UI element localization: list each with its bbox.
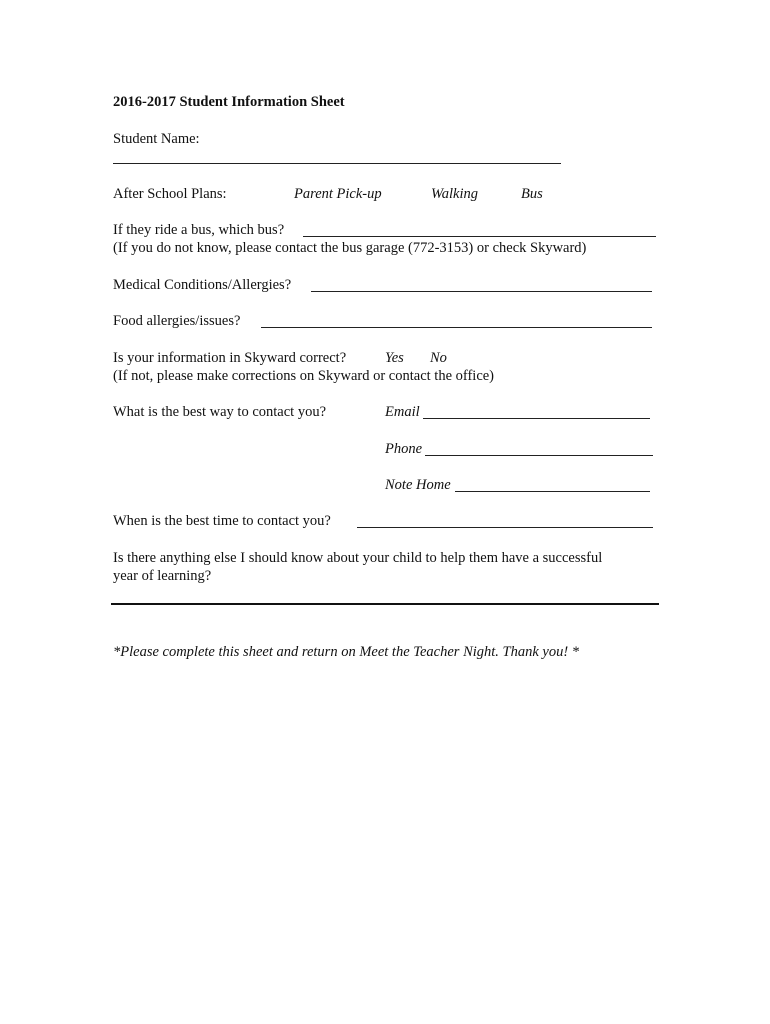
anything-else-field[interactable] (111, 603, 659, 605)
food-field[interactable] (261, 327, 652, 328)
contact-phone-label: Phone (385, 441, 423, 457)
contact-note-home-label: Note Home (385, 477, 451, 493)
student-name-label: Student Name: (113, 131, 200, 147)
bus-question-label: If they ride a bus, which bus? (113, 222, 285, 238)
medical-field[interactable] (311, 291, 652, 292)
contact-note-home-field[interactable] (455, 491, 650, 492)
option-bus[interactable]: Bus (521, 186, 543, 202)
anything-else-line2: year of learning? (113, 568, 212, 584)
after-school-label: After School Plans: (113, 186, 227, 202)
skyward-yes-option[interactable]: Yes (385, 350, 404, 366)
contact-time-field[interactable] (357, 527, 653, 528)
anything-else-line1: Is there anything else I should know about your child to help them have a successful (113, 550, 603, 566)
student-name-field[interactable] (113, 163, 561, 164)
contact-time-label: When is the best time to contact you? (113, 513, 331, 529)
food-label: Food allergies/issues? (113, 313, 241, 329)
skyward-no-option[interactable]: No (430, 350, 447, 366)
contact-email-field[interactable] (423, 418, 650, 419)
bus-field[interactable] (303, 236, 656, 237)
skyward-question: Is your information in Skyward correct? (113, 350, 347, 366)
contact-phone-field[interactable] (425, 455, 653, 456)
medical-label: Medical Conditions/Allergies? (113, 277, 292, 293)
contact-email-label: Email (385, 404, 420, 420)
footer-note: *Please complete this sheet and return on Meet the Teacher Night. Thank you! * (113, 644, 580, 660)
bus-note: (If you do not know, please contact the bus garage (772-3153) or check Skyward) (113, 240, 587, 256)
option-parent-pickup[interactable]: Parent Pick-up (294, 186, 382, 202)
page-title: 2016-2017 Student Information Sheet (113, 94, 345, 110)
skyward-note: (If not, please make corrections on Skyward or contact the office) (113, 368, 495, 384)
option-walking[interactable]: Walking (431, 186, 478, 202)
contact-question: What is the best way to contact you? (113, 404, 327, 420)
